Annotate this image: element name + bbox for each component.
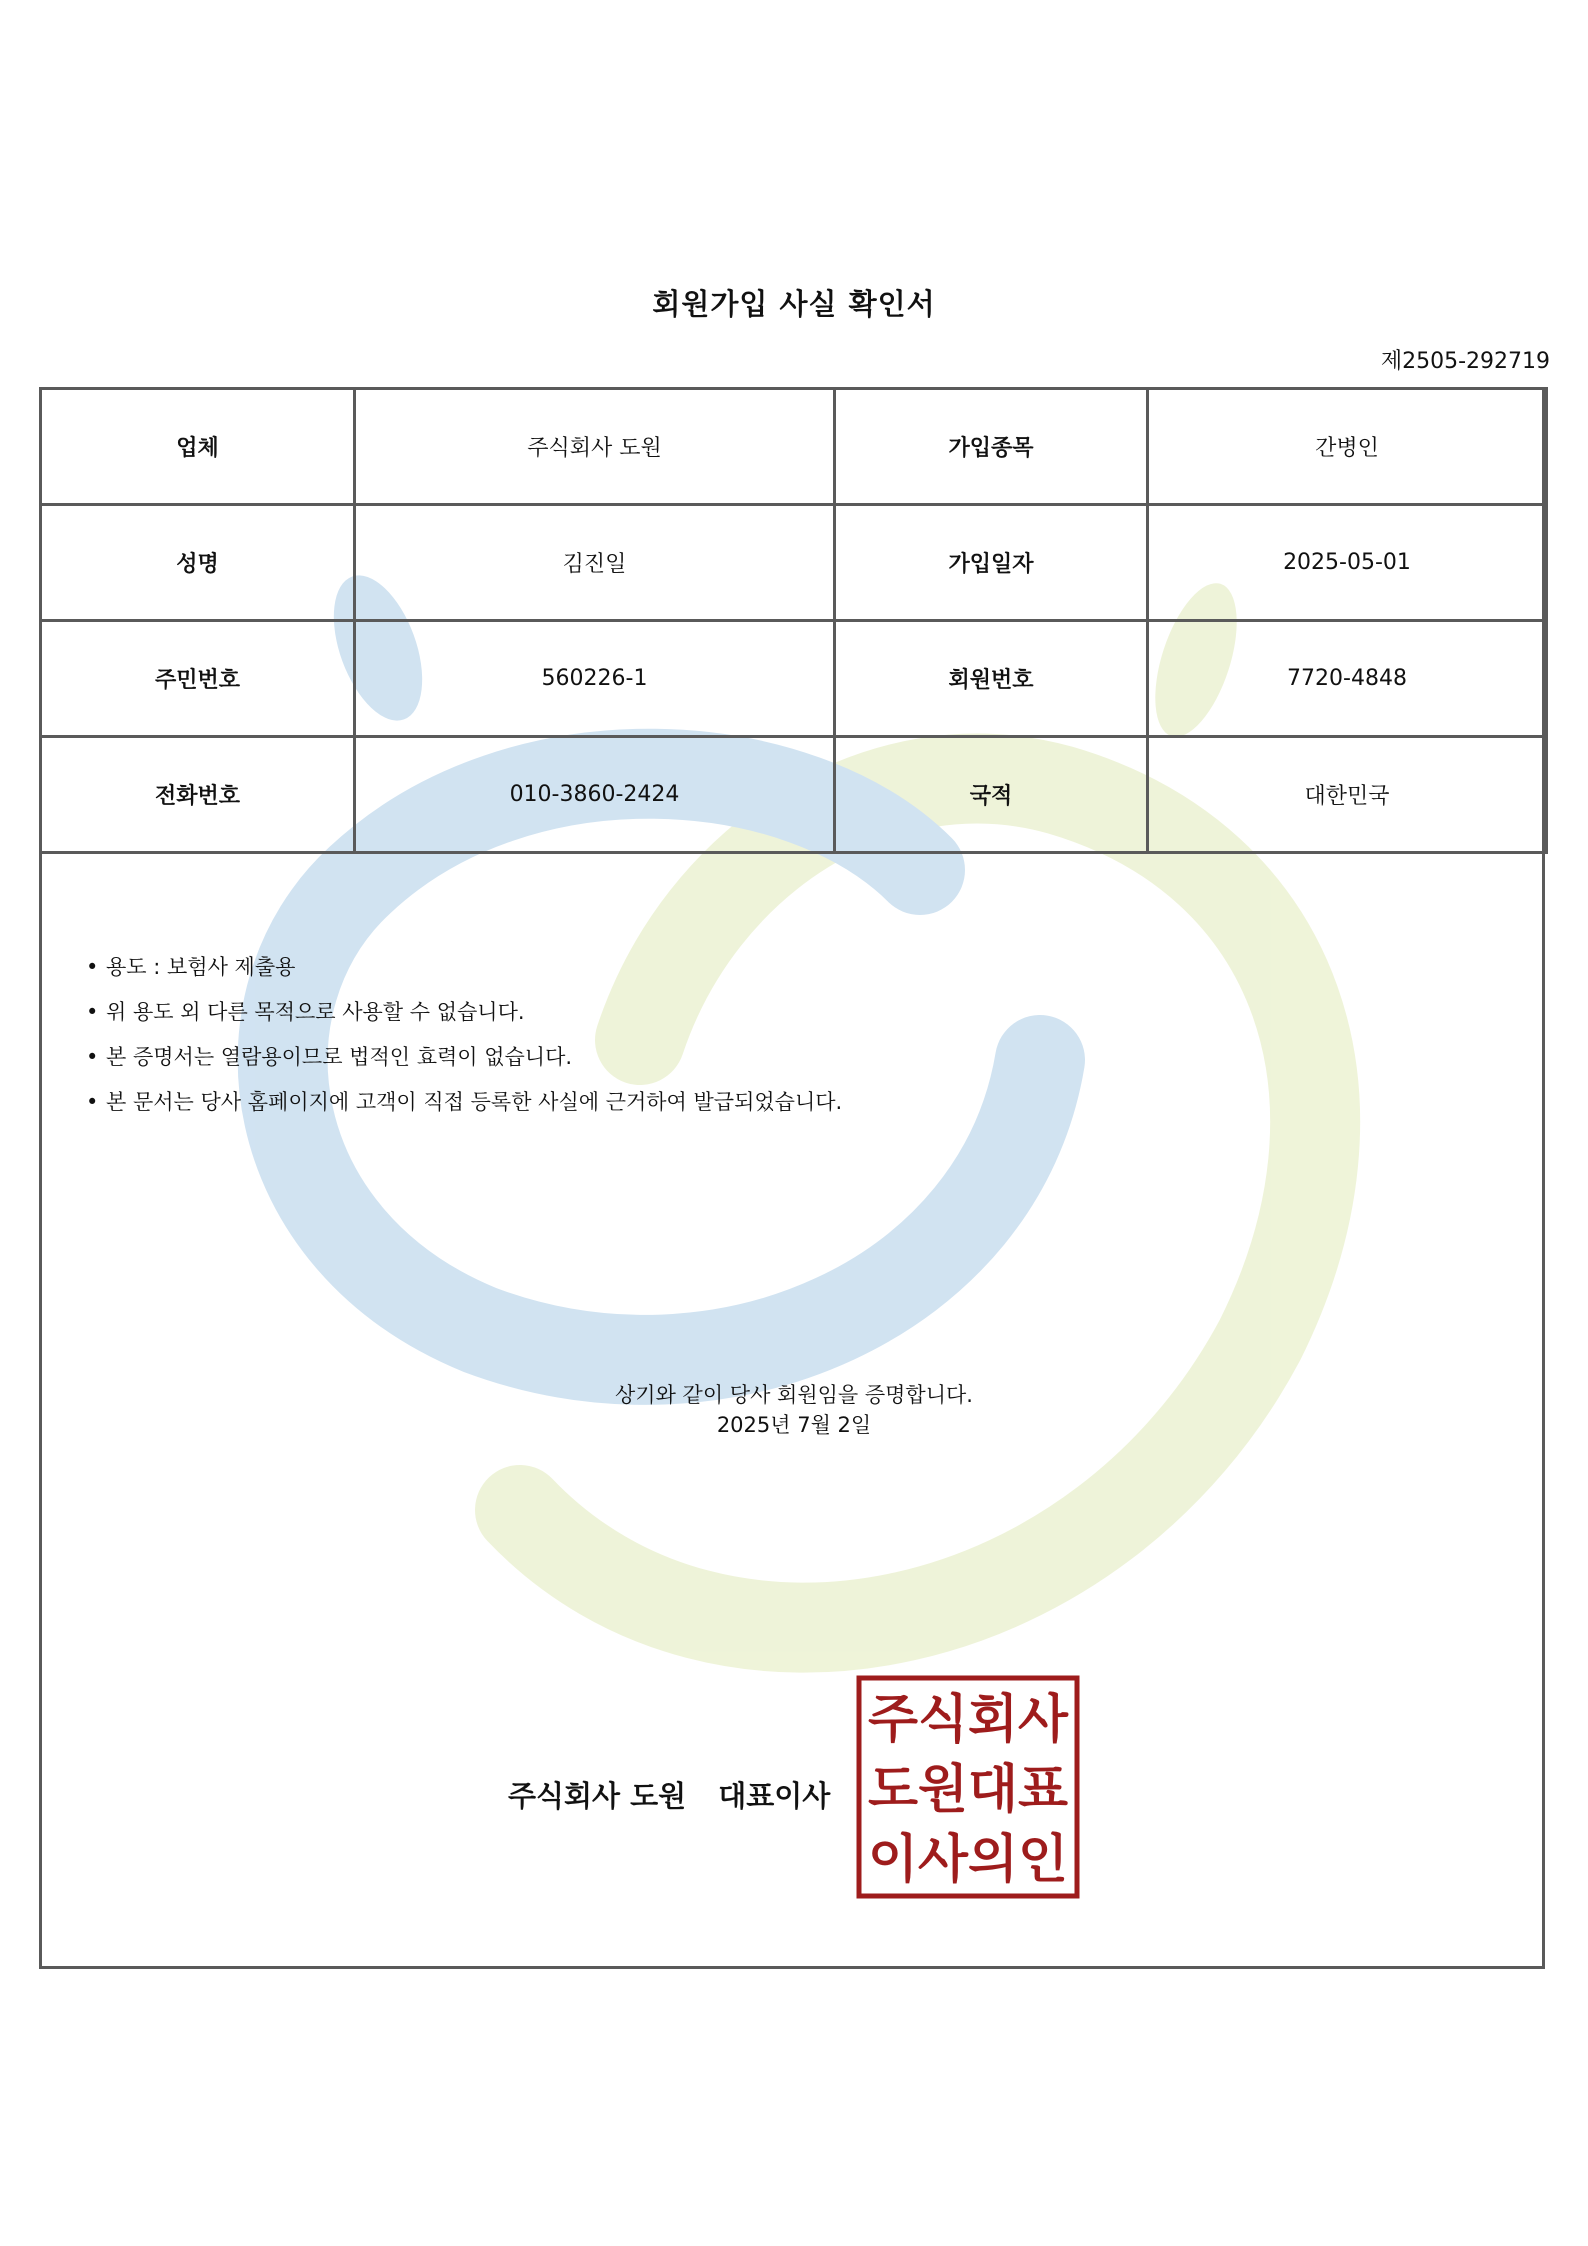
table-row [41, 737, 1547, 853]
membership-type-label: 가입종목 [835, 389, 1148, 505]
membership-type-value: 간병인 [1148, 389, 1547, 505]
table-row [41, 621, 1547, 737]
phone-label: 전화번호 [41, 737, 355, 853]
certification-statement [0, 1380, 1588, 1440]
name-label: 성명 [41, 505, 355, 621]
join-date-label: 가입일자 [835, 505, 1148, 621]
company-label: 업체 [41, 389, 355, 505]
nationality-value: 대한민국 [1148, 737, 1547, 853]
list-item: • 본 문서는 당사 홈페이지에 고객이 직접 등록한 사실에 근거하여 발급되었습니다. [86, 1087, 842, 1132]
document-number: 제2505-292719 [1380, 349, 1550, 374]
seal-line-2: 도원대표 [868, 1760, 1068, 1820]
signature-company: 주식회사 도원 [508, 1779, 687, 1813]
company-value: 주식회사 도원 [355, 389, 835, 505]
member-number-value: 7720-4848 [1148, 621, 1547, 737]
list-item: • 본 증명서는 열람용이므로 법적인 효력이 없습니다. [86, 1042, 842, 1087]
resident-number-value: 560226-1 [355, 621, 835, 737]
issue-date: 2025년 7월 2일 [716, 1413, 872, 1437]
resident-number-label: 주민번호 [41, 621, 355, 737]
table-row [41, 389, 1547, 505]
member-info-table [39, 387, 1548, 854]
seal-line-1: 주식회사 [868, 1690, 1069, 1750]
notes-list [86, 952, 842, 1132]
signature-line [508, 1774, 830, 1815]
list-item: • 위 용도 외 다른 목적으로 사용할 수 없습니다. [86, 997, 842, 1042]
document-title: 회원가입 사실 확인서 [652, 287, 936, 321]
phone-value: 010-3860-2424 [355, 737, 835, 853]
nationality-label: 국적 [835, 737, 1148, 853]
join-date-value: 2025-05-01 [1148, 505, 1547, 621]
table-row [41, 505, 1547, 621]
signature-role: 대표이사 [718, 1779, 831, 1813]
statement-text: 상기와 같이 당사 회원임을 증명합니다. [615, 1383, 973, 1407]
list-item: • 용도 : 보험사 제출용 [86, 952, 842, 997]
company-seal [856, 1675, 1080, 1899]
name-value: 김진일 [355, 505, 835, 621]
member-number-label: 회원번호 [835, 621, 1148, 737]
seal-line-3: 이사의인 [868, 1830, 1068, 1890]
